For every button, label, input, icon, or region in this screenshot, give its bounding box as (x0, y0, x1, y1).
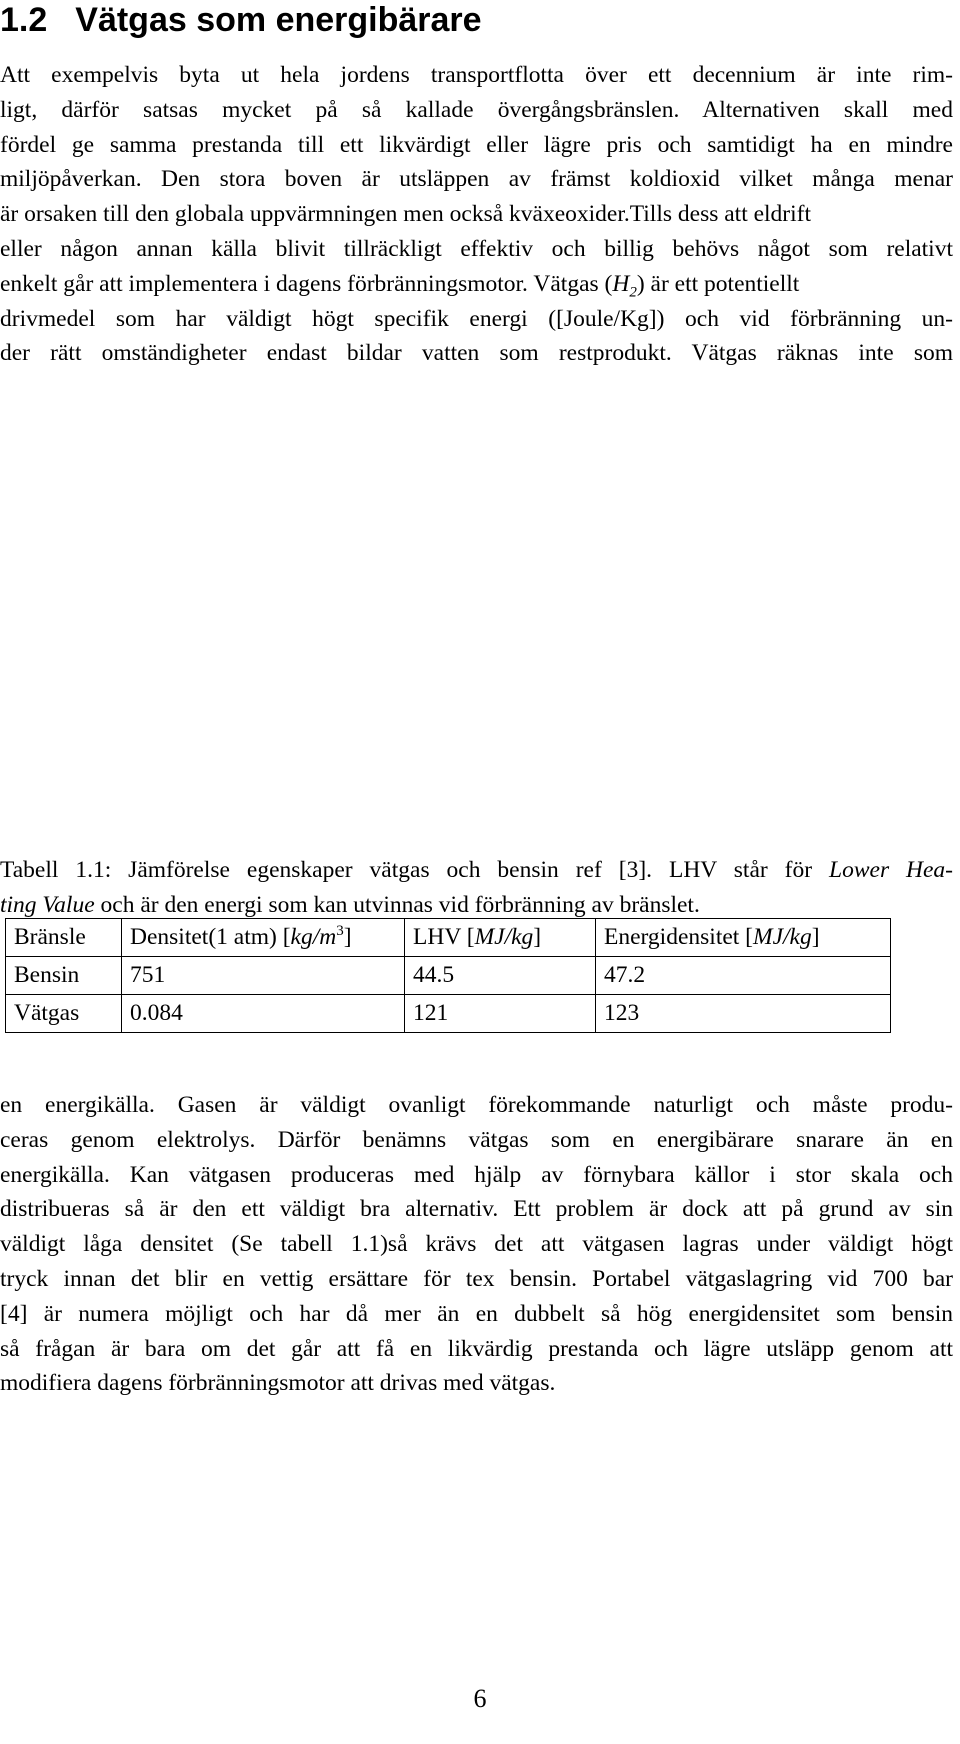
text-line: en energikälla. Gasen är väldigt ovanligt förekommande naturligt och måste produ- (0, 1092, 953, 1118)
section-title: Vätgas som energibärare (75, 1, 482, 39)
text-line: modifiera dagens förbränningsmotor att drivas med vätgas. (0, 1370, 556, 1397)
page-number: 6 (473, 1684, 487, 1713)
text-line: energikälla. Kan vätgasen produceras med hjälp av förnybara källor i stor skala och (0, 1161, 953, 1188)
section-heading (0, 0, 482, 40)
table-row (6, 995, 891, 1033)
text-line: väldigt låga densitet (Se tabell 1.1)så krävs det att vätgasen lagras under väldigt högt (0, 1231, 953, 1258)
text-line: är orsaken till den globala uppvärmningen men också kväxeoxider.Tills dess att eldrift (0, 201, 812, 228)
cell-fuel: Vätgas (6, 995, 122, 1033)
text-line: drivmedel som har väldigt högt specifik energi ([Joule/Kg]) och vid förbränning un- (0, 305, 953, 332)
caption-line: Tabell 1.1: Jämförelse egenskaper vätgas och bensin ref [3]. LHV står för Lower Hea- (0, 857, 953, 883)
header-lhv: LHV [MJ/kg] (405, 919, 596, 957)
paragraph-continued (0, 1088, 953, 1401)
text-line: der rätt omständigheter endast bildar vatten som restprodukt. Vätgas räknas inte som (0, 340, 953, 367)
header-energy-density: Energidensitet [MJ/kg] (596, 919, 891, 957)
table-caption (0, 853, 953, 923)
text-line: tryck innan det blir en vettig ersättare för tex bensin. Portabel vätgaslagring vid 700 bar (0, 1265, 953, 1292)
cell-density: 751 (122, 957, 405, 995)
text-line: fördel ge samma prestanda till ett likvärdigt eller lägre pris och samtidigt ha en mindre (0, 131, 953, 158)
cell-lhv: 44.5 (405, 957, 596, 995)
comparison-table (5, 918, 891, 1033)
table-header-row (6, 919, 891, 957)
header-fuel: Bränsle (6, 919, 122, 957)
text-line: [4] är numera möjligt och har då mer än en dubbelt så hög energidensitet som bensin (0, 1300, 953, 1327)
cell-energy-density: 123 (596, 995, 891, 1033)
caption-line: ting Value och är den energi som kan utvinnas vid förbränning av bränslet. (0, 891, 700, 918)
text-line: ceras genom elektrolys. Därför benämns vätgas som en energibärare snarare än en (0, 1126, 953, 1153)
cell-fuel: Bensin (6, 957, 122, 995)
text-line: Att exempelvis byta ut hela jordens transportflotta över ett decennium är inte rim- (0, 62, 953, 88)
cell-density: 0.084 (122, 995, 405, 1033)
paragraph-intro (0, 58, 953, 371)
cell-lhv: 121 (405, 995, 596, 1033)
text-line: distribueras så är den ett väldigt bra alternativ. Ett problem är dock att på grund av sin (0, 1196, 953, 1223)
text-line: eller någon annan källa blivit tillräckligt effektiv och billig behövs något som relativt (0, 235, 953, 262)
text-line: så frågan är bara om det går att få en likvärdig prestanda och lägre utsläpp genom att (0, 1335, 953, 1362)
text-line: miljöpåverkan. Den stora boven är utsläppen av främst koldioxid vilket många menar (0, 166, 953, 193)
table-row (6, 957, 891, 995)
math-h2: $H_2$ (612, 270, 637, 301)
text-line: enkelt går att implementera i dagens förbränningsmotor. Vätgas $(H_2)$ är ett potentiellt (0, 270, 800, 301)
header-density: Densitet(1 atm) $[kg/m^3]$ (122, 919, 405, 957)
section-number: 1.2 (0, 1, 48, 39)
text-line: ligt, därför satsas mycket på så kallade övergångsbränslen. Alternativen skall med (0, 96, 953, 123)
cell-energy-density: 47.2 (596, 957, 891, 995)
